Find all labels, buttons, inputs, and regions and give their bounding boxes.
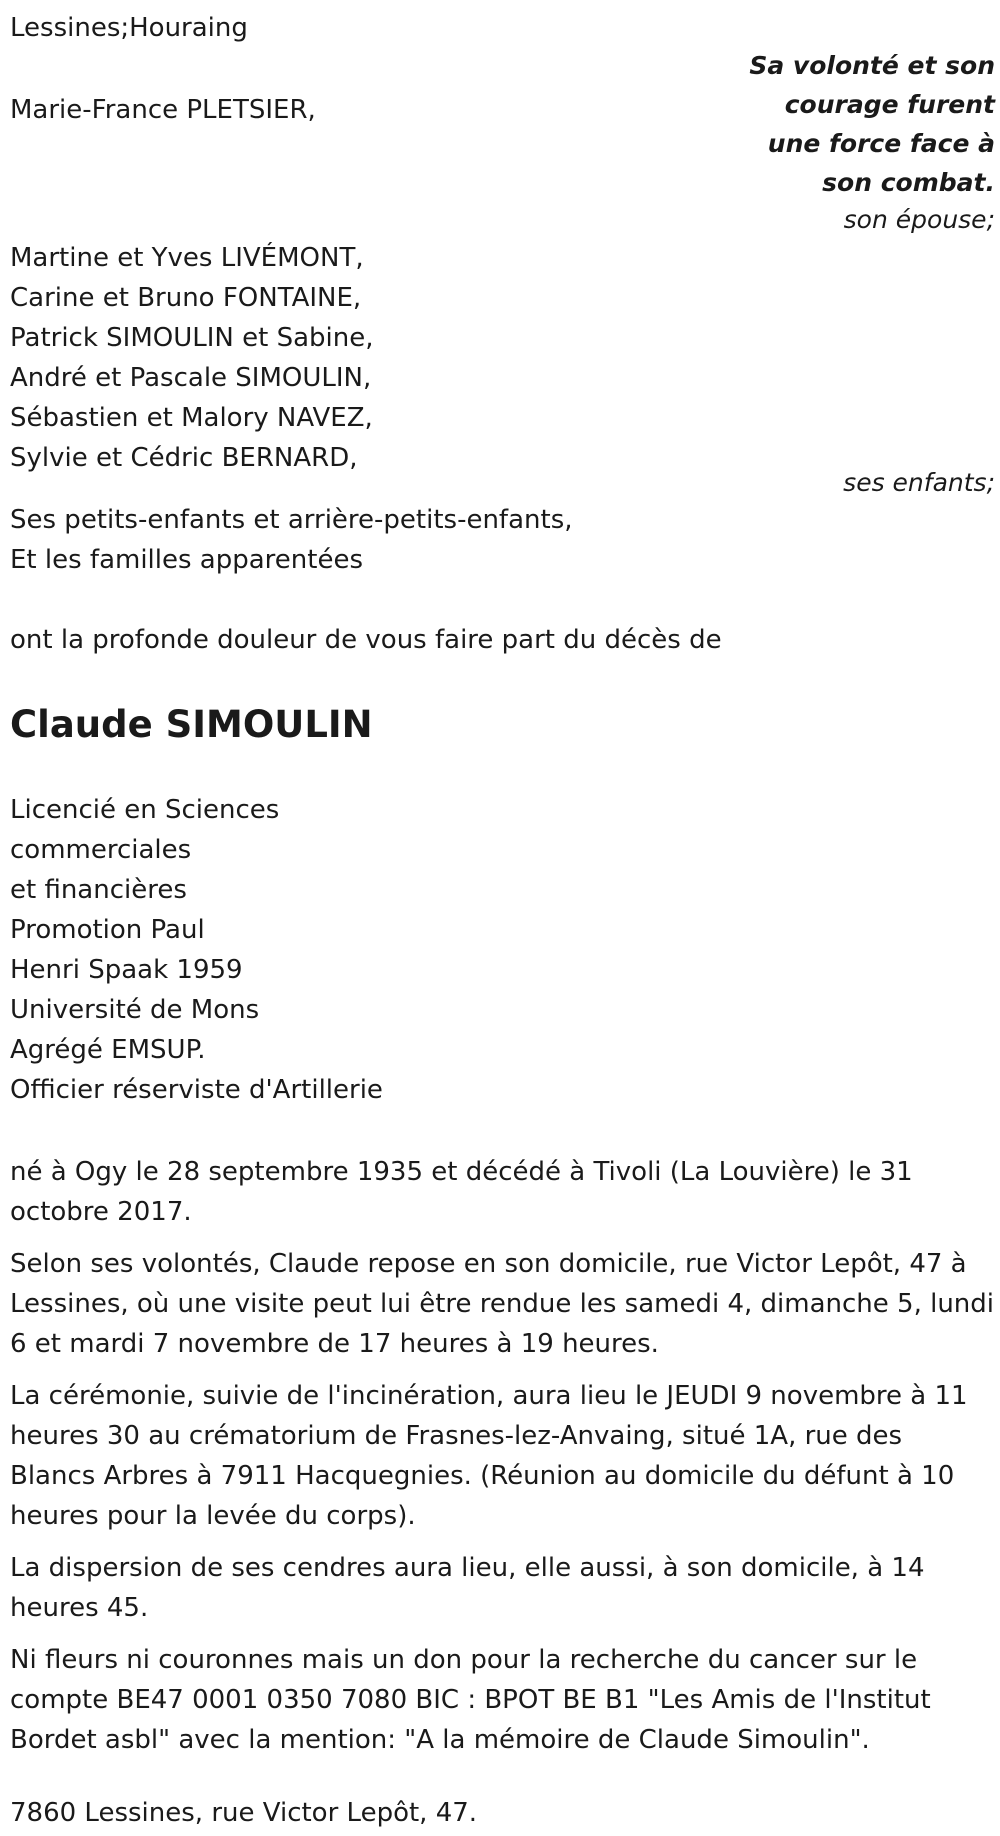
spouse-role: son épouse; bbox=[843, 205, 995, 234]
family-line: Et les familles apparentées bbox=[10, 545, 364, 575]
deceased-name: Claude SIMOULIN bbox=[10, 703, 373, 746]
quote-line: son combat. bbox=[822, 168, 995, 197]
spouse-name: Marie-France PLETSIER, bbox=[10, 95, 316, 125]
place-header: Lessines;Houraing bbox=[10, 13, 248, 43]
bio-line: Licencié en Sciences bbox=[10, 795, 280, 825]
child-entry: Patrick SIMOULIN et Sabine, bbox=[10, 323, 374, 353]
children-role: ses enfants; bbox=[843, 468, 995, 497]
quote-line: une force face à bbox=[767, 129, 995, 158]
bio-line: Henri Spaak 1959 bbox=[10, 955, 243, 985]
biography bbox=[10, 790, 383, 1110]
bio-line: Promotion Paul bbox=[10, 915, 205, 945]
bio-line: commerciales bbox=[10, 835, 192, 865]
quote-line: Sa volonté et son bbox=[749, 51, 995, 80]
bio-line: Officier réserviste d'Artillerie bbox=[10, 1075, 383, 1105]
announcement: ont la profonde douleur de vous faire part du décès de bbox=[10, 625, 722, 655]
children-list bbox=[10, 238, 374, 478]
visitation-paragraph: Selon ses volontés, Claude repose en son domicile, rue Victor Lepôt, 47 à Lessines, où une visite peut lui être rendue les samedi 4, dimanche 5, lundi 6 et mardi 7 novembre de 17 heures à 19 heures. bbox=[10, 1249, 995, 1359]
child-entry: André et Pascale SIMOULIN, bbox=[10, 363, 372, 393]
bio-line: et financières bbox=[10, 875, 187, 905]
ashes-paragraph: La dispersion de ses cendres aura lieu, elle aussi, à son domicile, à 14 heures 45. bbox=[10, 1553, 925, 1623]
quote-block bbox=[749, 46, 995, 202]
child-entry: Sylvie et Cédric BERNARD, bbox=[10, 443, 358, 473]
child-entry: Sébastien et Malory NAVEZ, bbox=[10, 403, 373, 433]
ceremony-paragraph: La cérémonie, suivie de l'incinération, aura lieu le JEUDI 9 novembre à 11 heures 30 au crématorium de Frasnes-lez-Anvaing, situé 1A, rue des Blancs Arbres à 7911 Hacquegnies. (Réunion au domicile du défunt à 10 heures pour la levée du corps). bbox=[10, 1381, 968, 1531]
donation-paragraph: Ni fleurs ni couronnes mais un don pour la recherche du cancer sur le compte BE47 0001 0350 7080 BIC : BPOT BE B1 "Les Amis de l'Institut Bordet asbl" avec la mention: "A la mémoire de Claude Simoulin". bbox=[10, 1645, 931, 1755]
bio-line: Agrégé EMSUP. bbox=[10, 1035, 206, 1065]
quote-line: courage furent bbox=[784, 90, 995, 119]
birth-death-paragraph: né à Ogy le 28 septembre 1935 et décédé à Tivoli (La Louvière) le 31 octobre 2017. bbox=[10, 1157, 913, 1227]
family-block bbox=[10, 500, 573, 580]
child-entry: Martine et Yves LIVÉMONT, bbox=[10, 243, 364, 273]
address: 7860 Lessines, rue Victor Lepôt, 47. bbox=[10, 1798, 478, 1828]
family-line: Ses petits-enfants et arrière-petits-enfants, bbox=[10, 505, 573, 535]
child-entry: Carine et Bruno FONTAINE, bbox=[10, 283, 362, 313]
bio-line: Université de Mons bbox=[10, 995, 260, 1025]
details bbox=[10, 1152, 995, 1772]
